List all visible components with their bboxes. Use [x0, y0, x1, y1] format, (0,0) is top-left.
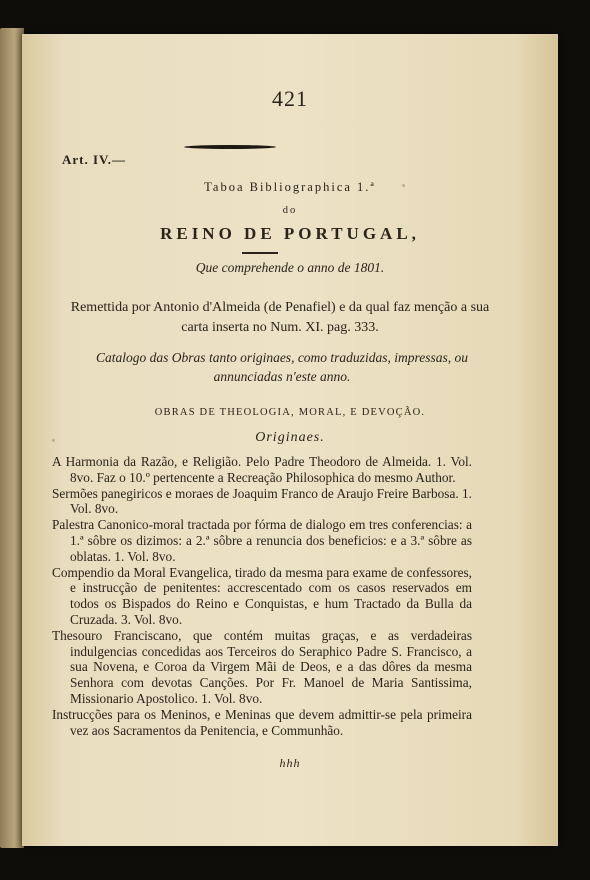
originaes-heading: Originaes.	[255, 430, 325, 445]
list-item: Palestra Canonico-moral tractada por fórma de dialogo em tres conferencias: a 1.ª sôbre os dizimos: a 2.ª sôbre a renuncia dos beneficios: e a 3.ª sôbre as oblatas. 1. Vol. 8vo.	[52, 517, 472, 564]
list-item: Thesouro Franciscano, que contém muitas graças, e as verdadeiras indulgencias concedidas aos Terceiros do Seraphico Padre S. Francisco, a sua Novena, e Coroa da Virgem Mãi de Deos, e a das dôres da mesma Senhora com devotas Canções. Por Fr. Manoel de Maria Santissima, Missionario Apostolico. 1. Vol. 8vo.	[52, 627, 472, 706]
list-item: Compendio da Moral Evangelica, tirado da mesma para exame de confessores, e instrucção de penitentes: accrescentado com os casos reservados em todos os Bispados do Reino e Conquistas, e hum Tractado da Bulla da Cruzada. 3. Vol. 8vo.	[52, 564, 472, 627]
title-line-3: REINO DE PORTUGAL,	[160, 224, 420, 243]
article-label: Art. IV.—	[62, 152, 127, 167]
title-rule	[242, 252, 278, 254]
ink-speck	[402, 184, 405, 187]
list-item: Instrucções para os Meninos, e Meninas que devem admittir-se pela primeira vez aos Sacramentos da Penitencia, e Communhão.	[52, 706, 472, 738]
entry-list	[52, 454, 472, 738]
remettida-paragraph: Remettida por Antonio d'Almeida (de Penafiel) e da qual faz menção a sua carta inserta no Num. XI. pag. 333.	[70, 300, 490, 335]
ink-speck	[52, 439, 55, 442]
signature-mark: hhh	[279, 756, 301, 770]
list-item: A Harmonia da Razão, e Religião. Pelo Padre Theodoro de Almeida. 1. Vol. 8vo. Faz o 10.º pertencente a Recreação Philosophica do mesmo Author.	[52, 454, 472, 485]
title-line-2: do	[282, 205, 298, 216]
header-rule	[184, 145, 276, 149]
list-item: Sermões panegiricos e moraes de Joaquim Franco de Araujo Freire Barbosa. 1. Vol. 8vo.	[52, 485, 472, 517]
subtitle: Que comprehende o anno de 1801.	[195, 260, 385, 275]
title-line-1: Taboa Bibliographica 1.ª	[204, 180, 376, 194]
book-page	[22, 34, 558, 846]
previous-page-edge	[0, 28, 24, 848]
page-number: 421	[272, 86, 308, 111]
section-heading: OBRAS DE THEOLOGIA, MORAL, E DEVOÇÃO.	[154, 407, 426, 418]
catalogo-paragraph: Catalogo das Obras tanto originaes, como traduzidas, impressas, ou annunciadas n'este anno.	[96, 350, 468, 384]
